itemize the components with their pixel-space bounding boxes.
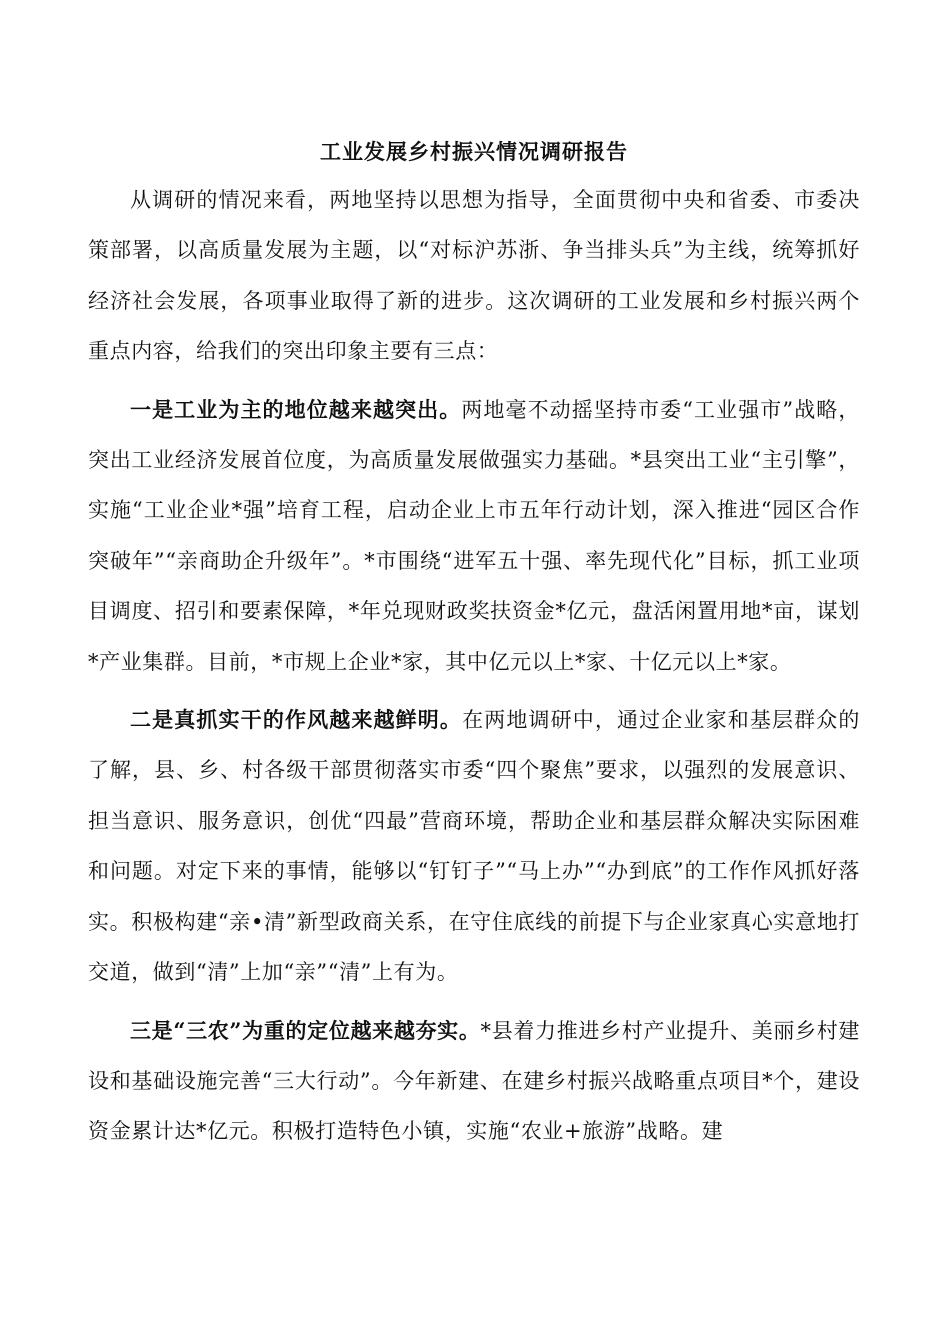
section-lead-1: 一是工业为主的地位越来越突出。 [130,396,462,422]
section-lead-3: 三是“三农”为重的定位越来越夯实。 [130,1017,481,1043]
section-body-1: 两地毫不动摇坚持市委“工业强市”战略，突出工业经济发展首位度，为高质量发展做强实力基础。*县突出工业“主引擎”，实施“工业企业*强”培育工程，启动企业上市五年行动计划，深入推进“园区合作突破年”“亲商助企升级年”。*市围绕“进军五十强、率先现代化”目标，抓工业项目调度、招引和要素保障，*年兑现财政奖扶资金*亿元，盘活闲置用地*亩，谋划*产业集群。目前，*市规上企业*家，其中亿元以上*家、十亿元以上*家。 [88,397,860,674]
intro-paragraph: 从调研的情况来看，两地坚持以思想为指导，全面贯彻中央和省委、市委决策部署，以高质量发展为主题，以“对标沪苏浙、争当排头兵”为主线，统筹抓好经济社会发展，各项事业取得了新的进步。这次调研的工业发展和乡村振兴两个重点内容，给我们的突出印象主要有三点： [88,188,860,364]
section-paragraph-1 [88,385,860,687]
document-title: 工业发展乡村振兴情况调研报告 [320,139,628,164]
section-paragraph-2 [88,695,860,997]
section-body-3: *县着力推进乡村产业提升、美丽乡村建设和基础设施完善“三大行动”。今年新建、在建乡村振兴战略重点项目*个，建设资金累计达*亿元。积极打造特色小镇，实施“农业+旅游”战略。建 [88,1018,860,1144]
document-page [88,132,860,1157]
section-body-2: 在两地调研中，通过企业家和基层群众的了解，县、乡、村各级干部贯彻落实市委“四个聚焦”要求，以强烈的发展意识、担当意识、服务意识，创优“四最”营商环境，帮助企业和基层群众解决实际困难和问题。对定下来的事情，能够以“钉钉子”“马上办”“办到底”的工作作风抓好落实。积极构建“亲•清”新型政商关系，在守住底线的前提下与企业家真心实意地打交道，做到“清”上加“亲”“清”上有为。 [88,708,860,985]
section-paragraph-3 [88,1006,860,1157]
section-lead-2: 二是真抓实干的作风越来越鲜明。 [130,707,463,733]
